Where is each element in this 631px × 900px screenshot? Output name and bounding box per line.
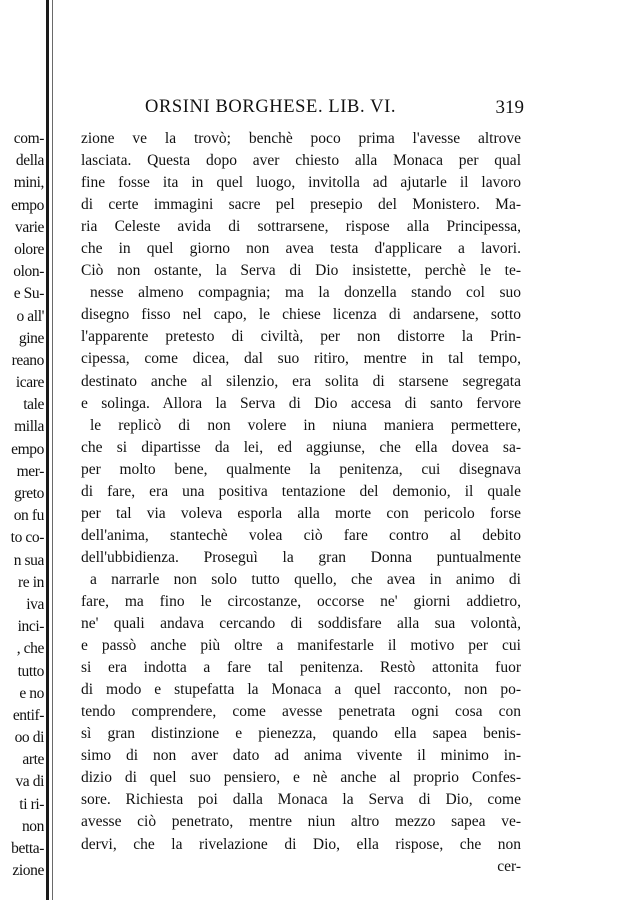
facing-page-fragment: empo (11, 196, 44, 214)
text-line: che si dipartisse da lei, ed aggiunse, che ella dovea sa- (81, 438, 521, 456)
facing-page-fragment: zione (12, 862, 44, 880)
facing-page-fragment: olon- (13, 263, 44, 281)
facing-page-fragment: gine (18, 329, 44, 347)
text-line: tendo comprendere, come avesse penetrata ogni cosa con (81, 703, 521, 721)
facing-page-fragment: n sua (13, 551, 44, 569)
text-line: dizio di quel suo pensiero, e nè anche al proprio Confes- (81, 769, 521, 787)
facing-page-fragments (0, 128, 44, 882)
facing-page-fragment: varie (15, 218, 44, 236)
text-line: dell'ubbidienza. Proseguì la gran Donna puntualmente (81, 548, 521, 566)
text-line: Ciò non ostante, la Serva di Dio insistette, perchè le te- (81, 262, 521, 280)
facing-page-fragment: re in (18, 573, 44, 591)
facing-page-fragment: inci- (17, 618, 44, 636)
facing-page-fragment: betta- (11, 840, 44, 857)
facing-page-fragment: com- (13, 130, 44, 147)
facing-page-fragment: o all' (16, 307, 44, 325)
text-line: per tal via voleva esporla alla morte con pericolo forse (81, 504, 521, 522)
text-line: cipessa, come dicea, dal suo ritiro, mentre in tal tempo, (81, 350, 521, 368)
facing-page-fragment: ti ri- (19, 795, 44, 813)
binding-gutter-line (46, 0, 49, 900)
facing-page-fragment: mini, (13, 174, 44, 192)
page-number: 319 (495, 97, 524, 118)
text-line: zione ve la trovò; benchè poco prima l'avesse altrove (81, 130, 521, 147)
facing-page-fragment: olore (14, 240, 44, 258)
facing-page-fragment: iva (26, 595, 44, 613)
text-line: ria Celeste avida di sottrarsene, rispose alla Principessa, (81, 218, 521, 236)
text-line: fine fosse ita in quel luogo, invitolla ad ajutarle il lavoro (81, 174, 521, 192)
facing-page-fragment: non (21, 817, 44, 835)
facing-page-fragment: on fu (13, 507, 44, 525)
text-line: fare, ma fino le circostanze, occorse ne' giorni addietro, (81, 592, 521, 610)
text-line: a narrarle non solo tutto quello, che avea in animo di (90, 570, 521, 588)
facing-page-fragment: greto (14, 485, 44, 502)
text-line: ne' quali andava cercando di soddisfare alla sua volontà, (81, 615, 521, 633)
text-line: simo di non aver dato ad anima vivente il minimo in- (81, 747, 521, 765)
facing-page-fragment: mer- (16, 462, 44, 480)
text-line: che in quel giorno non avea testa d'applicare a lavori. (81, 240, 521, 258)
text-line: sì gran distinzione e pienezza, quando ella sapea benis- (81, 725, 521, 743)
facing-page-fragment: va di (15, 773, 44, 791)
text-line: nesse almeno compagnia; ma la donzella stando col suo (90, 284, 521, 302)
facing-page-fragment: reano (11, 351, 44, 369)
text-line: dell'anima, stantechè volea ciò fare contro al debito (81, 526, 521, 544)
facing-page-fragment: milla (14, 418, 44, 436)
text-line: l'apparente pretesto di civiltà, per non distorre la Prin- (81, 328, 521, 346)
facing-page-fragment: e no (19, 684, 44, 702)
text-line: di certe immagini sacre pel presepio del Monistero. Ma- (81, 196, 521, 214)
text-line: di fare, era una positiva tentazione del demonio, il quale (81, 482, 521, 500)
text-line: le replicò di non volere in niuna maniera permettere, (90, 416, 521, 434)
facing-page-fragment: tale (23, 396, 44, 414)
text-line: destinato anche al silenzio, era solita di starsene segregata (81, 372, 521, 390)
binding-gutter-edge (52, 0, 53, 900)
running-title: ORSINI BORGHESE. LIB. VI. (145, 97, 397, 117)
text-line: di modo e stupefatta la Monaca a quel racconto, non po- (81, 681, 521, 699)
catchword: cer- (497, 857, 521, 875)
facing-page-fragment: oo di (14, 729, 44, 747)
text-line: sore. Richiesta poi dalla Monaca la Serva di Dio, come (81, 791, 521, 809)
text-line: disegno fisso nel capo, le chiese licenza di andarsene, sotto (81, 306, 521, 324)
facing-page-fragment: , che (16, 640, 44, 658)
text-line: avesse ciò penetrato, mentre niun altro mezzo sapea ve- (81, 813, 521, 831)
text-line: dervi, che la rivelazione di Dio, ella rispose, che non (81, 835, 521, 853)
body-text-block (81, 128, 521, 878)
page-header (135, 97, 530, 123)
facing-page-fragment: empo (11, 440, 44, 458)
facing-page-fragment: della (15, 152, 44, 170)
text-line: lasciata. Questa dopo aver chiesto alla Monaca per qual (81, 152, 521, 170)
facing-page-fragment: entif- (12, 706, 44, 724)
facing-page-fragment: icare (15, 374, 44, 392)
facing-page-fragment: arte (22, 751, 44, 769)
text-line: e solinga. Allora la Serva di Dio accesa di santo fervore (81, 394, 521, 412)
facing-page-fragment: to co- (10, 529, 44, 547)
facing-page-fragment: e Su- (13, 285, 44, 303)
text-line: si era indotta a fare tal penitenza. Restò attonita fuor (81, 659, 521, 677)
text-line: per molto bene, qualmente la penitenza, cui disegnava (81, 460, 521, 478)
facing-page-fragment: tutto (17, 662, 44, 680)
text-line: e passò anche più oltre a manifestarle il motivo per cui (81, 637, 521, 655)
